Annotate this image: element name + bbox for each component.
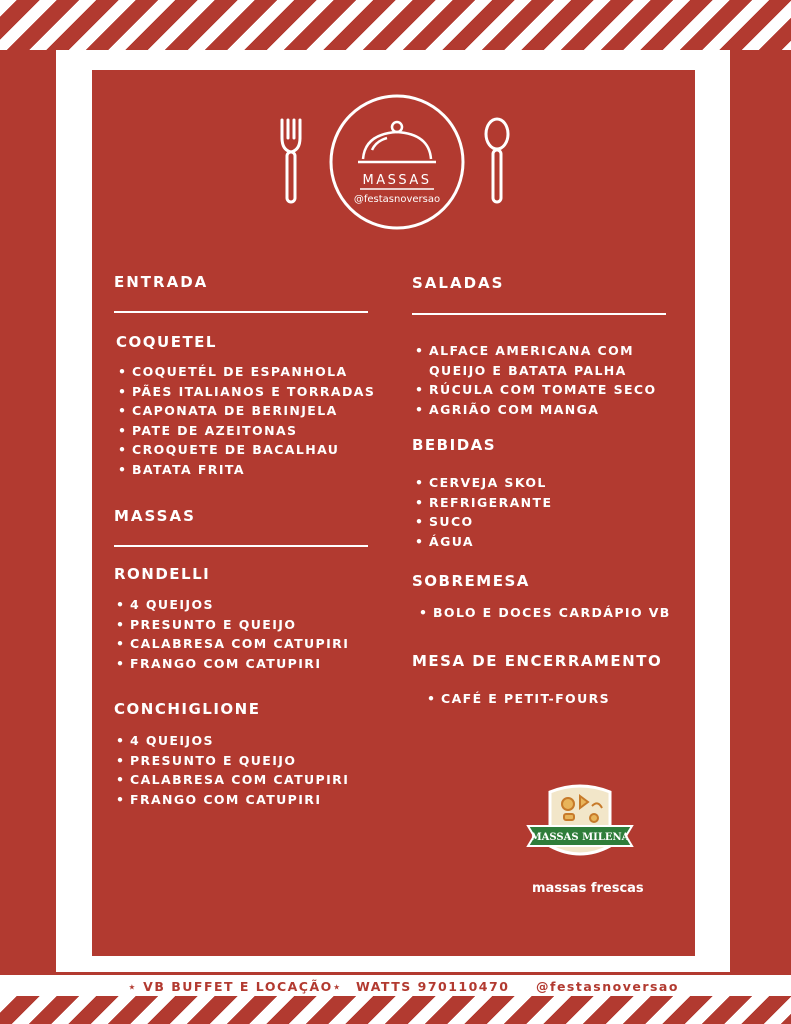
list-item: • PRESUNTO E QUEIJO [114,751,349,771]
bebidas-list [413,473,552,551]
list-item: • REFRIGERANTE [413,493,552,513]
entrada-divider [114,311,368,313]
massas-divider [114,545,368,547]
list-item: • CALABRESA COM CATUPIRI [114,770,349,790]
list-item: • CAPONATA DE BERINJELA [116,401,375,421]
footer-buffet: ⋆ VB BUFFET E LOCAÇÃO⋆ [128,979,343,994]
conchiglione-list [114,731,349,809]
list-item: • ALFACE AMERICANA COM [413,341,657,361]
footer-handle: @festasnoversao [536,979,679,994]
list-item: • RÚCULA COM TOMATE SECO [413,380,657,400]
list-item: • BOLO E DOCES CARDÁPIO VB [417,603,671,623]
brand-name: MASSAS MILENA [530,832,630,843]
list-item: • PRESUNTO E QUEIJO [114,615,349,635]
brand-caption: massas frescas [532,881,644,896]
coquetel-list [116,362,375,479]
list-item: • CAFÉ E PETIT-FOURS [425,689,610,709]
encerramento-heading: MESA DE ENCERRAMENTO [412,652,663,670]
footer-bar [0,975,791,997]
list-item: • PATE DE AZEITONAS [116,421,375,441]
list-item: • SUCO [413,512,552,532]
saladas-heading: SALADAS [412,274,505,292]
entrada-heading: ENTRADA [114,273,209,291]
rondelli-subheading: RONDELLI [114,565,211,583]
footer-phone: WATTS 970110470 [356,979,510,994]
list-item: • ÁGUA [413,532,552,552]
list-item: • BATATA FRITA [116,460,375,480]
conchiglione-subheading: CONCHIGLIONE [114,700,261,718]
rondelli-list [114,595,349,673]
bebidas-heading: BEBIDAS [412,436,497,454]
cloche-icon [358,122,436,162]
list-item-continuation: QUEIJO E BATATA PALHA [429,362,627,378]
list-item: • 4 QUEIJOS [114,595,349,615]
massas-heading: MASSAS [114,507,196,525]
brand-logo [524,782,636,874]
logo-handle: @festasnoversao [353,194,441,205]
list-item: • 4 QUEIJOS [114,731,349,751]
saladas-list [413,341,657,419]
fork-icon [282,120,300,202]
list-item: • CERVEJA SKOL [413,473,552,493]
spoon-icon [486,119,508,202]
bottom-stripe-border [0,996,791,1024]
list-item: • CALABRESA COM CATUPIRI [114,634,349,654]
logo-title: MASSAS [362,173,432,188]
top-stripe-border [0,0,791,50]
saladas-divider [412,313,666,315]
coquetel-subheading: COQUETEL [116,333,217,351]
sobremesa-list [417,603,671,623]
list-item: • AGRIÃO COM MANGA [413,400,657,420]
list-item: • PÃES ITALIANOS E TORRADAS [116,382,375,402]
list-item: • FRANGO COM CATUPIRI [114,790,349,810]
list-item: • CROQUETE DE BACALHAU [116,440,375,460]
header-logo [272,92,522,234]
list-item: • COQUETÉL DE ESPANHOLA [116,362,375,382]
sobremesa-heading: SOBREMESA [412,572,530,590]
list-item: • FRANGO COM CATUPIRI [114,654,349,674]
encerramento-list [425,689,610,709]
